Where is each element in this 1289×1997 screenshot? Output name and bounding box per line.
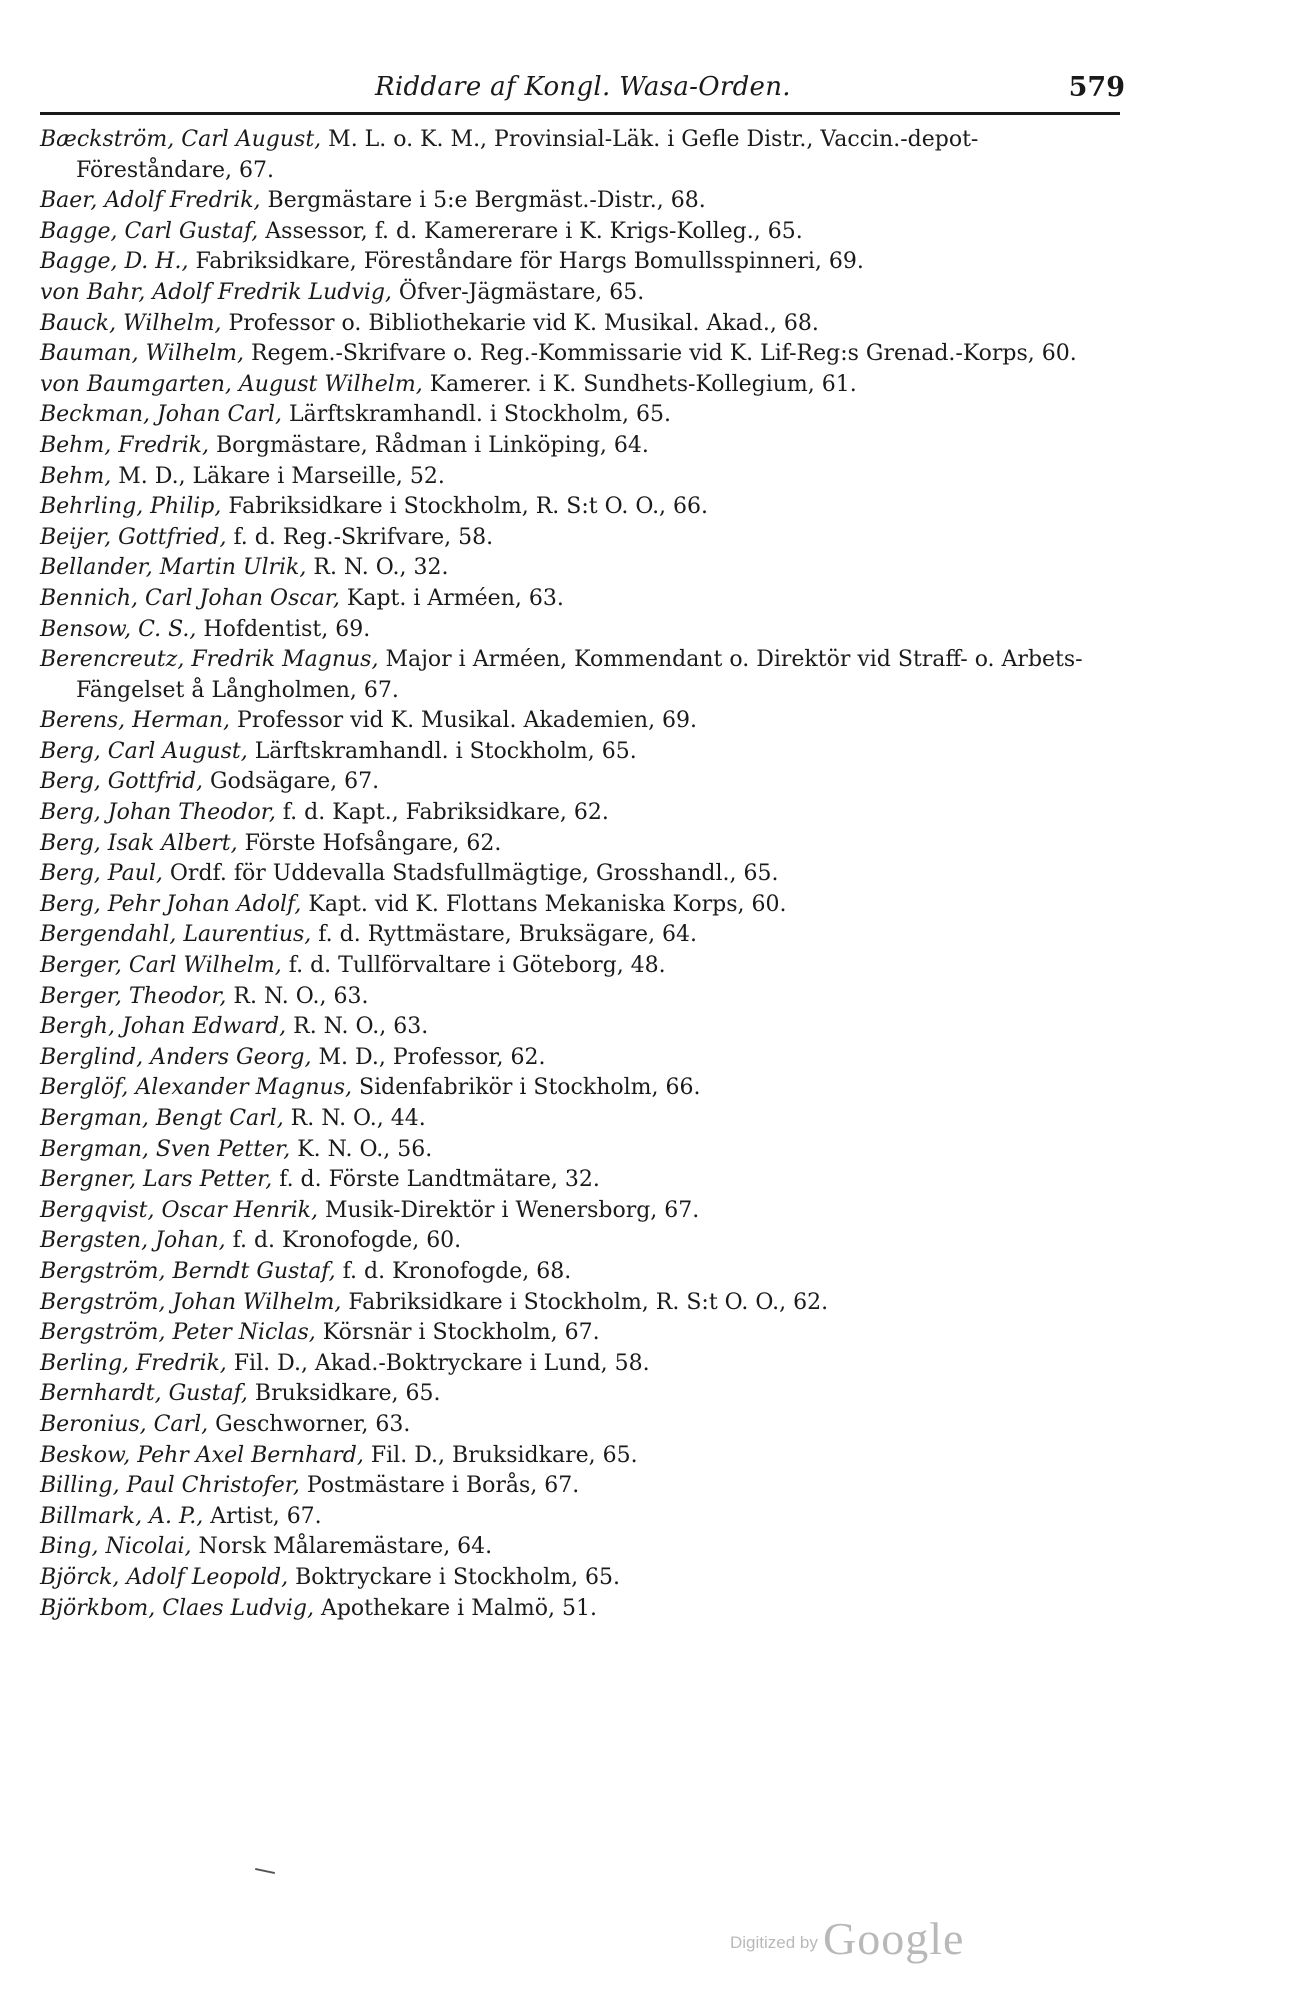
stray-ink-mark <box>255 1868 275 1874</box>
entry-name: Berglöf, Alexander Magnus, <box>40 1075 353 1101</box>
list-item <box>40 523 1125 554</box>
list-item <box>40 431 1125 462</box>
entry-description: R. N. O., 44. <box>283 1106 426 1131</box>
header-rule <box>40 112 1120 115</box>
entry-description: Fabriksidkare i Stockholm, R. S:t O. O., 62. <box>341 1289 829 1315</box>
list-item <box>40 1135 1125 1166</box>
entry-description: Hofdentist, 69. <box>196 616 371 642</box>
list-item <box>40 982 1125 1013</box>
list-item <box>40 1471 1125 1502</box>
entry-name: Bennich, Carl Johan Oscar, <box>40 585 340 611</box>
entry-description: Lärftskramhandl. i Stockholm, 65. <box>247 738 637 764</box>
list-item <box>40 1165 1125 1196</box>
list-item <box>40 767 1125 798</box>
list-item <box>40 1349 1125 1380</box>
entry-name: Bergendahl, Laurentius, <box>40 922 312 948</box>
entry-description: Bruksidkare, 65. <box>247 1381 441 1407</box>
entry-name: Berg, Paul, <box>40 861 163 887</box>
entry-description: Fabriksidkare i Stockholm, R. S:t O. O., 66. <box>221 494 709 520</box>
entry-description: Förste Hofsångare, 62. <box>237 830 502 856</box>
entry-description: Professor o. Bibliothekarie vid K. Musikal. Akad., 68. <box>221 310 819 336</box>
entry-name: Bellander, Martin Ulrik, <box>40 555 307 581</box>
entry-name: Beronius, Carl, <box>40 1411 209 1437</box>
running-title: Riddare af Kongl. Wasa-Orden. <box>375 72 791 102</box>
entry-description: M. L. o. K. M., Provinsial-Läk. i Gefle Distr., Vaccin.-depot-Föreståndare, 67. <box>76 127 979 183</box>
entry-name: Berg, Johan Theodor, <box>40 800 276 826</box>
entry-description: Ordf. för Uddevalla Stadsfullmägtige, Grosshandl., 65. <box>162 861 779 887</box>
entry-description: Apothekare i Malmö, 51. <box>313 1595 597 1621</box>
list-item <box>40 1594 1125 1625</box>
entry-name: Behm, Fredrik, <box>40 432 209 458</box>
entry-description: Fil. D., Akad.-Boktryckare i Lund, 58. <box>226 1350 650 1376</box>
entry-name: Bing, Nicolai, <box>40 1534 192 1560</box>
entry-name: von Baumgarten, August Wilhelm, <box>40 371 423 397</box>
entry-description: Professor vid K. Musikal. Akademien, 69. <box>230 708 698 734</box>
list-item <box>40 1288 1125 1319</box>
entry-name: Berg, Isak Albert, <box>40 830 238 856</box>
list-item <box>40 1410 1125 1441</box>
list-item <box>40 706 1125 737</box>
entry-name: Berg, Pehr Johan Adolf, <box>40 891 302 917</box>
page-number: 579 <box>1068 72 1125 103</box>
list-item <box>40 400 1125 431</box>
entry-name: Beijer, Gottfried, <box>40 524 227 550</box>
list-item <box>40 492 1125 523</box>
entry-description: Kapt. vid K. Flottans Mekaniska Korps, 60. <box>301 891 787 917</box>
entry-description: f. d. Ryttmästare, Bruksägare, 64. <box>311 922 698 948</box>
entry-description: Assessor, f. d. Kamererare i K. Krigs-Kolleg., 65. <box>258 218 803 244</box>
list-item <box>40 859 1125 890</box>
entry-description: Geschworner, 63. <box>208 1411 411 1437</box>
list-item <box>40 1563 1125 1594</box>
entry-name: Bauman, Wilhelm, <box>40 341 244 367</box>
entry-name: Behm, <box>40 463 112 489</box>
list-item <box>40 1379 1125 1410</box>
entry-description: Regem.-Skrifvare o. Reg.-Kommissarie vid K. Lif-Reg:s Grenad.-Korps, 60. <box>243 341 1077 367</box>
list-item <box>40 1441 1125 1472</box>
list-item <box>40 920 1125 951</box>
list-item <box>40 370 1125 401</box>
list-item <box>40 1043 1125 1074</box>
entry-name: Bauck, Wilhelm, <box>40 310 222 336</box>
list-item <box>40 247 1125 278</box>
list-item <box>40 1226 1125 1257</box>
list-item <box>40 462 1125 493</box>
list-item <box>40 278 1125 309</box>
entry-description: Boktryckare i Stockholm, 65. <box>288 1564 621 1590</box>
entry-name: Bensow, C. S., <box>40 616 197 642</box>
entry-description: f. d. Förste Landtmätare, 32. <box>272 1167 600 1193</box>
entry-name: Bergman, Sven Petter, <box>40 1136 291 1162</box>
page-header <box>40 72 1125 116</box>
entry-description: Kamerer. i K. Sundhets-Kollegium, 61. <box>422 371 857 397</box>
list-item <box>40 553 1125 584</box>
entry-name: Baer, Adolf Fredrik, <box>40 188 261 214</box>
entry-description: Norsk Målaremästare, 64. <box>191 1534 493 1560</box>
entry-description: Fil. D., Bruksidkare, 65. <box>363 1442 638 1468</box>
entry-list <box>40 125 1125 1624</box>
entry-description: R. N. O., 32. <box>306 555 449 581</box>
entry-name: Berens, Herman, <box>40 708 231 734</box>
list-item <box>40 217 1125 248</box>
watermark-prefix: Digitized by <box>730 1933 818 1952</box>
list-item <box>40 1012 1125 1043</box>
entry-description: Lärftskramhandl. i Stockholm, 65. <box>281 402 672 428</box>
entry-name: Billing, Paul Christofer, <box>40 1473 300 1499</box>
entry-name: Berg, Gottfrid, <box>40 769 204 795</box>
entry-description: f. d. Reg.-Skrifvare, 58. <box>226 524 494 550</box>
entry-name: Beckman, Johan Carl, <box>40 402 282 428</box>
entry-name: Beskow, Pehr Axel Bernhard, <box>40 1442 364 1468</box>
entry-name: Behrling, Philip, <box>40 494 222 520</box>
entry-description: Musik-Direktör i Wenersborg, 67. <box>317 1197 700 1223</box>
entry-name: Björck, Adolf Leopold, <box>40 1564 289 1590</box>
entry-description: Fabriksidkare, Föreståndare för Hargs Bomullsspinneri, 69. <box>188 249 864 275</box>
list-item <box>40 951 1125 982</box>
list-item <box>40 829 1125 860</box>
entry-name: Bæckström, Carl August, <box>40 127 322 152</box>
list-item <box>40 1073 1125 1104</box>
list-item <box>40 645 1125 706</box>
list-item <box>40 584 1125 615</box>
entry-description: M. D., Professor, 62. <box>311 1044 546 1070</box>
entry-description: R. N. O., 63. <box>286 1014 429 1040</box>
entry-description: Major i Arméen, Kommendant o. Direktör vid Straff- o. Arbets-Fängelset å Långholmen, 67. <box>76 647 1083 703</box>
entry-description: R. N. O., 63. <box>226 983 369 1009</box>
list-item <box>40 1532 1125 1563</box>
entry-name: Bergh, Johan Edward, <box>40 1014 287 1040</box>
entry-name: Bergner, Lars Petter, <box>40 1167 273 1193</box>
entry-name: Bagge, D. H., <box>40 249 189 275</box>
entry-name: Bagge, Carl Gustaf, <box>40 218 259 244</box>
list-item <box>40 186 1125 217</box>
entry-name: Bergström, Johan Wilhelm, <box>40 1289 342 1315</box>
entry-description: f. d. Tullförvaltare i Göteborg, 48. <box>281 953 666 979</box>
list-item <box>40 1196 1125 1227</box>
entry-description: K. N. O., 56. <box>290 1136 433 1162</box>
entry-description: f. d. Kronofogde, 68. <box>335 1258 572 1284</box>
entry-description: Öfver-Jägmästare, 65. <box>391 279 645 305</box>
list-item <box>40 1257 1125 1288</box>
entry-name: Bergsten, Johan, <box>40 1228 226 1254</box>
entry-name: Berger, Theodor, <box>40 983 227 1009</box>
entry-description: f. d. Kapt., Fabriksidkare, 62. <box>275 800 609 826</box>
entry-name: Billmark, A. P., <box>40 1503 204 1529</box>
google-logo: Google <box>822 1913 965 1964</box>
entry-description: Borgmästare, Rådman i Linköping, 64. <box>208 432 649 458</box>
list-item <box>40 1104 1125 1135</box>
entry-name: Berencreutz, Fredrik Magnus, <box>40 647 379 673</box>
entry-name: Bergström, Berndt Gustaf, <box>40 1258 336 1284</box>
list-item <box>40 339 1125 370</box>
list-item <box>40 1318 1125 1349</box>
entry-description: Kapt. i Arméen, 63. <box>339 585 564 611</box>
entry-name: Bergman, Bengt Carl, <box>40 1106 284 1131</box>
entry-name: Bergqvist, Oscar Henrik, <box>40 1197 318 1223</box>
entry-name: Berger, Carl Wilhelm, <box>40 953 282 979</box>
entry-description: Bergmästare i 5:e Bergmäst.-Distr., 68. <box>260 188 706 214</box>
entry-name: Björkbom, Claes Ludvig, <box>40 1595 314 1621</box>
entry-description: Postmästare i Borås, 67. <box>299 1473 580 1499</box>
entry-description: f. d. Kronofogde, 60. <box>225 1228 462 1254</box>
entry-description: Artist, 67. <box>203 1503 322 1529</box>
digitized-watermark <box>730 1912 964 1965</box>
entry-name: Berg, Carl August, <box>40 738 248 764</box>
list-item <box>40 890 1125 921</box>
entry-name: von Bahr, Adolf Fredrik Ludvig, <box>40 279 392 305</box>
entry-name: Bergström, Peter Niclas, <box>40 1320 316 1346</box>
entry-name: Bernhardt, Gustaf, <box>40 1381 248 1407</box>
list-item <box>40 798 1125 829</box>
list-item <box>40 737 1125 768</box>
list-item <box>40 1502 1125 1533</box>
list-item <box>40 125 1125 186</box>
entry-description: Godsägare, 67. <box>203 769 380 795</box>
entry-name: Berglind, Anders Georg, <box>40 1044 312 1070</box>
list-item <box>40 309 1125 340</box>
list-item <box>40 615 1125 646</box>
entry-name: Berling, Fredrik, <box>40 1350 227 1376</box>
entry-description: Sidenfabrikör i Stockholm, 66. <box>352 1075 701 1101</box>
entry-description: M. D., Läkare i Marseille, 52. <box>111 463 445 489</box>
entry-description: Körsnär i Stockholm, 67. <box>315 1320 600 1346</box>
